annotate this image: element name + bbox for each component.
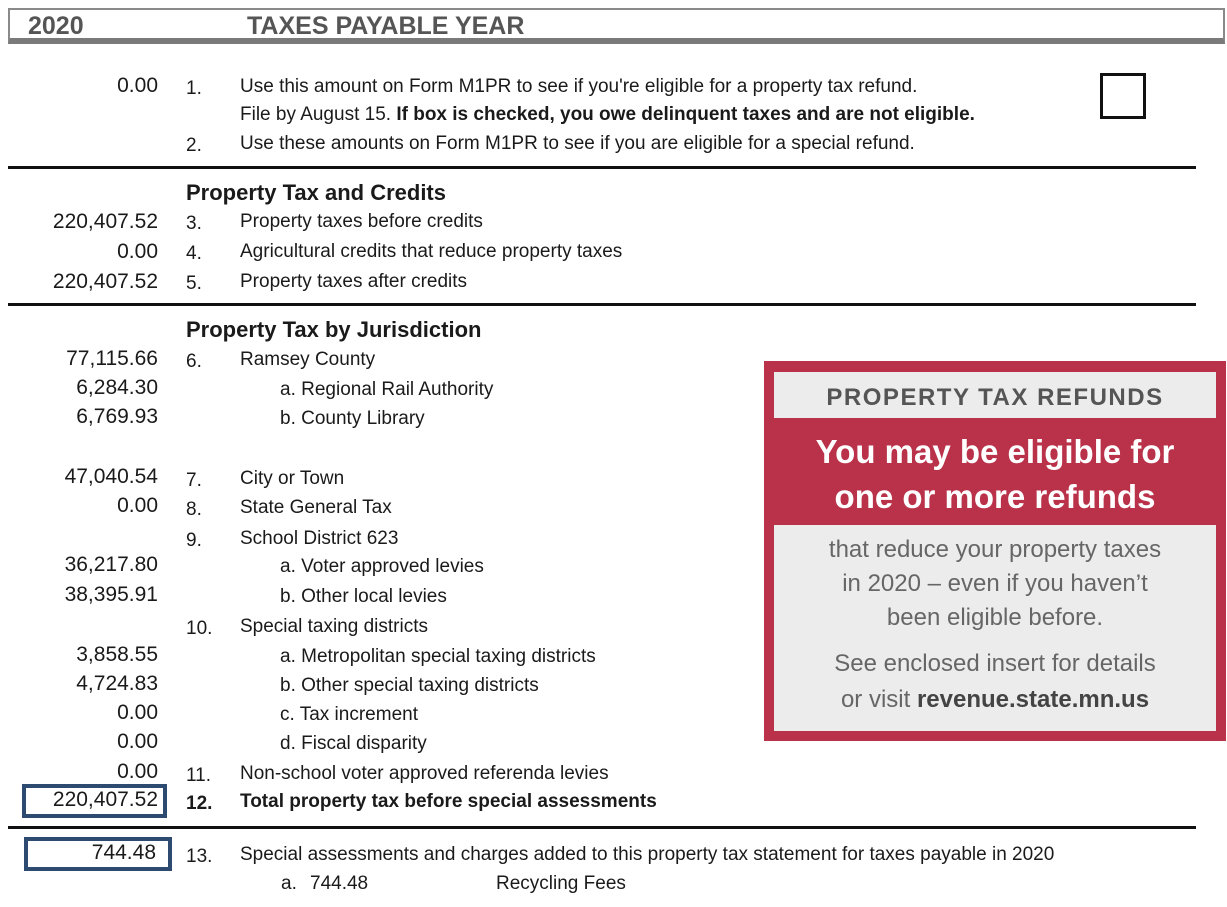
jurisdiction-amount: 0.00 bbox=[117, 730, 158, 753]
promo-see-insert: See enclosed insert for details bbox=[834, 650, 1156, 677]
jurisdiction-text: School District 623 bbox=[240, 528, 399, 549]
promo-body-panel bbox=[774, 525, 1216, 731]
promo-headline-2: one or more refunds bbox=[834, 478, 1156, 515]
jurisdiction-amount: 6,284.30 bbox=[76, 376, 158, 399]
divider bbox=[8, 303, 1196, 306]
line1-deadline-bold: If box is checked, you owe delinquent taxes and are not eligible. bbox=[396, 104, 975, 125]
jurisdiction-text: State General Tax bbox=[240, 497, 392, 518]
credits-number: 5. bbox=[186, 273, 202, 294]
jurisdiction-text: b. County Library bbox=[280, 408, 425, 429]
line1-deadline bbox=[240, 104, 975, 126]
jurisdiction-number: 11. bbox=[186, 765, 212, 786]
line2-text: Use these amounts on Form M1PR to see if you are eligible for a special refund. bbox=[240, 133, 915, 154]
line1-amount: 0.00 bbox=[117, 74, 158, 97]
credits-text: Agricultural credits that reduce property taxes bbox=[240, 241, 623, 262]
promo-visit bbox=[774, 683, 1216, 717]
line13-sub-amount: 744.48 bbox=[310, 873, 369, 894]
total-amount: 220,407.52 bbox=[52, 788, 158, 811]
line13-amount: 744.48 bbox=[91, 841, 156, 864]
header-year: 2020 bbox=[28, 12, 84, 40]
jurisdiction-number: 6. bbox=[186, 351, 202, 372]
credits-number: 4. bbox=[186, 243, 202, 264]
credits-amount: 220,407.52 bbox=[52, 270, 158, 293]
jurisdiction-text: b. Other local levies bbox=[280, 586, 447, 607]
jurisdiction-title: Property Tax by Jurisdiction bbox=[186, 317, 482, 342]
jurisdiction-text: b. Other special taxing districts bbox=[280, 675, 539, 696]
credits-text: Property taxes after credits bbox=[240, 271, 468, 292]
line2-number: 2. bbox=[186, 135, 202, 156]
jurisdiction-amount: 77,115.66 bbox=[66, 347, 158, 370]
jurisdiction-number: 8. bbox=[186, 499, 202, 520]
jurisdiction-number: 7. bbox=[186, 470, 202, 491]
total-number: 12. bbox=[186, 793, 213, 814]
jurisdiction-number: 9. bbox=[186, 530, 202, 551]
jurisdiction-amount: 0.00 bbox=[117, 760, 158, 783]
line13-number: 13. bbox=[186, 846, 213, 867]
line1-deadline-plain: File by August 15. bbox=[240, 104, 397, 125]
jurisdiction-amount: 0.00 bbox=[117, 494, 158, 517]
jurisdiction-text: a. Regional Rail Authority bbox=[280, 379, 494, 400]
jurisdiction-text: Ramsey County bbox=[240, 349, 376, 370]
promo-body-3: been eligible before. bbox=[886, 604, 1104, 631]
line13-sub-text: Recycling Fees bbox=[496, 873, 626, 894]
jurisdiction-text: Special taxing districts bbox=[240, 616, 428, 637]
promo-url-link[interactable]: revenue.state.mn.us bbox=[916, 686, 1150, 713]
promo-headline-1: You may be eligible for bbox=[815, 433, 1175, 470]
credits-amount: 220,407.52 bbox=[52, 210, 158, 233]
line13-sub-label: a. bbox=[281, 873, 297, 894]
jurisdiction-amount: 47,040.54 bbox=[64, 465, 158, 488]
delinquent-checkbox[interactable] bbox=[1100, 73, 1146, 119]
credits-text: Property taxes before credits bbox=[240, 211, 483, 232]
divider bbox=[8, 166, 1196, 169]
divider bbox=[8, 826, 1196, 829]
total-text: Total property tax before special assessments bbox=[240, 791, 657, 812]
credits-title: Property Tax and Credits bbox=[186, 180, 446, 205]
promo-heading: PROPERTY TAX REFUNDS bbox=[826, 384, 1164, 411]
header-bar bbox=[8, 8, 1225, 44]
jurisdiction-amount: 0.00 bbox=[117, 701, 158, 724]
credits-amount: 0.00 bbox=[117, 240, 158, 263]
promo-heading-panel bbox=[774, 372, 1216, 418]
jurisdiction-amount: 6,769.93 bbox=[76, 405, 158, 428]
line1-number: 1. bbox=[186, 78, 202, 99]
jurisdiction-amount: 3,858.55 bbox=[76, 643, 158, 666]
refund-promo-box bbox=[764, 361, 1226, 741]
line1-text: Use this amount on Form M1PR to see if you're eligible for a property tax refund. bbox=[240, 76, 918, 97]
jurisdiction-amount: 38,395.91 bbox=[64, 583, 158, 606]
jurisdiction-text: d. Fiscal disparity bbox=[280, 733, 427, 754]
jurisdiction-text: Non-school voter approved referenda levies bbox=[240, 763, 609, 784]
jurisdiction-amount: 4,724.83 bbox=[76, 672, 158, 695]
promo-visit-prefix: or visit bbox=[840, 686, 917, 713]
promo-body-1: that reduce your property taxes bbox=[828, 536, 1162, 563]
promo-body-2: in 2020 – even if you haven’t bbox=[842, 570, 1148, 597]
credits-number: 3. bbox=[186, 213, 202, 234]
jurisdiction-amount: 36,217.80 bbox=[64, 553, 158, 576]
line13-text: Special assessments and charges added to this property tax statement for taxes payable in 2020 bbox=[240, 844, 1055, 865]
jurisdiction-text: c. Tax increment bbox=[280, 704, 418, 725]
jurisdiction-text: a. Metropolitan special taxing districts bbox=[280, 646, 596, 667]
jurisdiction-text: City or Town bbox=[240, 468, 345, 489]
header-title: TAXES PAYABLE YEAR bbox=[247, 12, 525, 40]
jurisdiction-text: a. Voter approved levies bbox=[280, 556, 484, 577]
jurisdiction-number: 10. bbox=[186, 618, 213, 639]
